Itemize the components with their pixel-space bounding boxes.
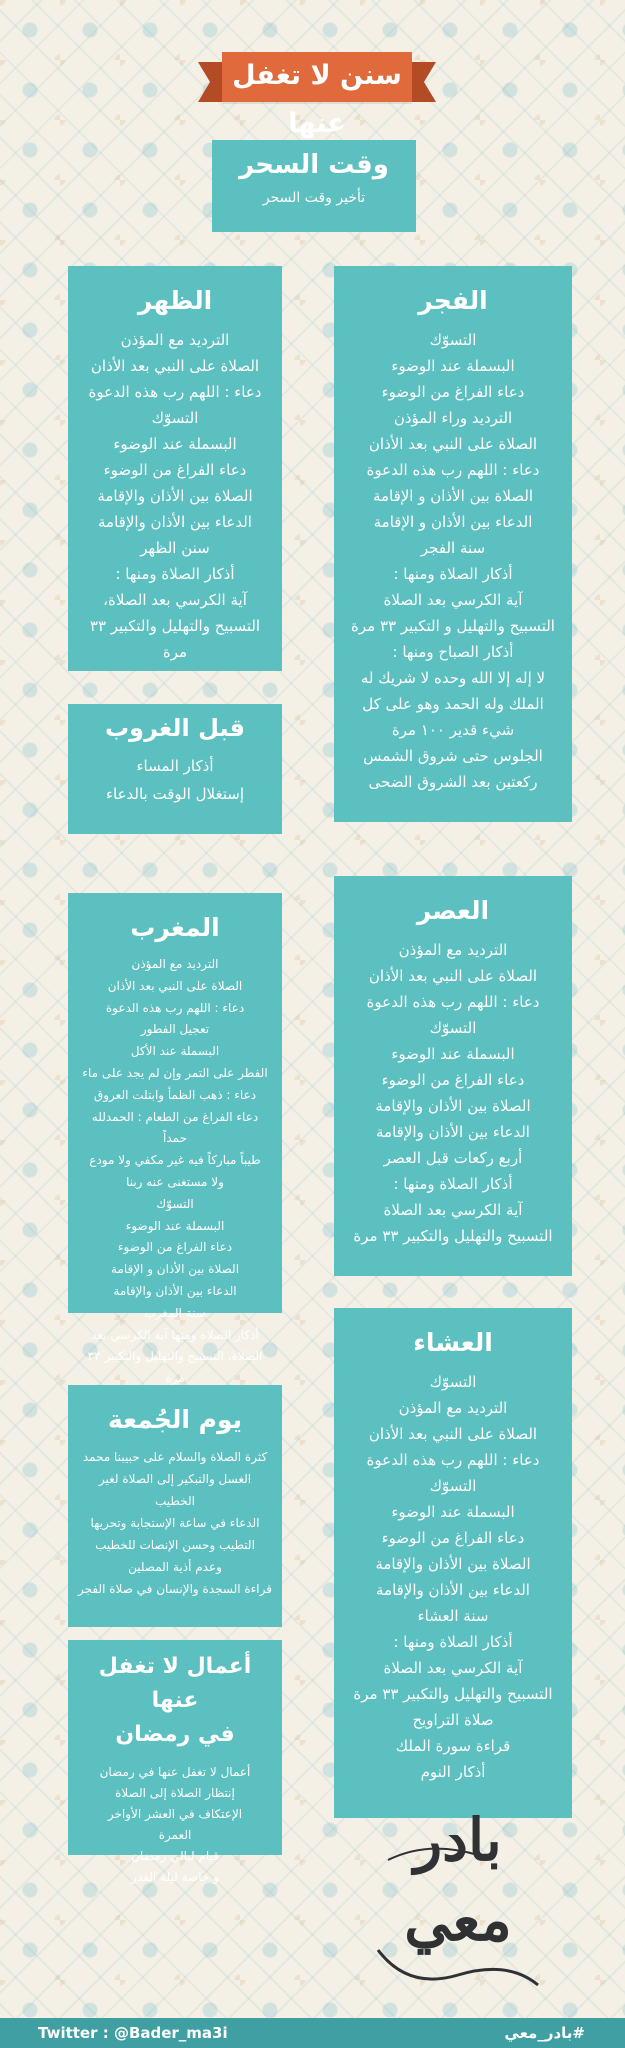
list-item: أذكار المساء (136, 757, 214, 775)
list-item: دعاء : اللهم رب هذه الدعوة (366, 1451, 540, 1469)
isha-list (344, 1369, 562, 1785)
list-item: التسوّك (429, 331, 477, 349)
list-item: الدعاء بين الأذان والإقامة (98, 513, 252, 531)
list-item: قراءة سورة الملك (395, 1737, 511, 1755)
list-item: آية الكرسي بعد الصلاة (383, 591, 523, 609)
ramadan-heading (78, 1650, 272, 1752)
list-item: البسملة عند الوضوء (391, 1503, 515, 1521)
list-item: دعاء : ذهب الظمأ وابتلت العروق (93, 1087, 257, 1102)
fajr-heading: الفجر (418, 286, 488, 315)
list-item: الفطر على التمر وإن لم يجد على ماء (82, 1065, 268, 1080)
list-item: التسبيح والتهليل والتكبير ٣٣ مرة (353, 1227, 553, 1245)
list-item: و خاصة ليلة القدر (131, 1870, 219, 1884)
list-item: العمرة (158, 1828, 192, 1842)
list-item: سنة العشاء (417, 1607, 489, 1625)
logo-flourish-icon (368, 1800, 548, 2000)
list-item: أذكار النوم (420, 1763, 486, 1781)
list-item: دعاء الفراغ من الطعام : الحمدلله حمداً (91, 1109, 259, 1146)
isha-card (334, 1308, 572, 1818)
dhuhr-card (68, 266, 282, 671)
list-item: دعاء الفراغ من الوضوء (117, 1240, 233, 1255)
dhuhr-list (78, 327, 272, 665)
list-item: طيباً مباركاً فيه غير مكفي ولا مودع (89, 1153, 261, 1168)
sahar-heading: وقت السحر (239, 150, 389, 180)
list-item: الصلاة على النبي بعد الأذان (368, 967, 538, 985)
list-item: دعاء الفراغ من الوضوء (381, 1529, 525, 1547)
list-item: الصلاة على النبي بعد الأذان (107, 978, 243, 993)
ghurub-card (68, 704, 282, 834)
list-item: الترديد مع المؤذن (120, 331, 230, 349)
list-item: البسملة عند الوضوء (391, 357, 515, 375)
title-ribbon (222, 52, 412, 139)
asr-heading: العصر (416, 896, 490, 925)
list-item: ولا مستغنى عنه ربنا (126, 1174, 224, 1189)
list-item: التسوّك (156, 1196, 194, 1211)
list-item: أذكار الصلاة ومنها آية الكرسي بعد (91, 1327, 259, 1342)
list-item: أربع ركعات قبل العصر (383, 1149, 523, 1167)
list-item: إنتظار الصلاة إلى الصلاة (115, 1786, 235, 1800)
twitter-handle[interactable]: Twitter : @Bader_ma3i (38, 2024, 228, 2042)
maghrib-card (68, 893, 282, 1386)
asr-list (344, 937, 562, 1249)
juma-heading: يوم الجُمعة (107, 1405, 243, 1434)
list-item: قيام ليالي رمضان (131, 1849, 219, 1863)
list-item: التسوّك (429, 1477, 477, 1495)
list-item: الصلاة على النبي بعد الأذان (368, 435, 538, 453)
dhuhr-heading: الظهر (137, 286, 213, 315)
list-item: الصلاة، التسبيح والتهليل والتكبير ٣٣ مرة (87, 1349, 263, 1386)
list-item: الصلاة بين الأذان والإقامة (375, 1555, 531, 1573)
list-item: تعجيل الفطور (140, 1022, 210, 1037)
list-item: أعمال لا تغفل عنها في رمضان (99, 1765, 251, 1779)
list-item: الصلاة بين الأذان و الإقامة (110, 1262, 240, 1277)
list-item: ركعتين بعد الشروق الضحى (368, 773, 538, 791)
list-item: دعاء الفراغ من الوضوء (103, 461, 247, 479)
list-item: أذكار الصلاة ومنها : (115, 565, 235, 583)
list-item: التسوّك (151, 409, 199, 427)
list-item: الترديد مع المؤذن (398, 941, 508, 959)
list-item: الدعاء بين الأذان و الإقامة (373, 513, 533, 531)
list-item: تأخير وقت السحر (262, 190, 366, 206)
list-item: لا إله إلا الله وحده لا شريك له (360, 669, 546, 687)
list-item: الدعاء بين الأذان والإقامة (376, 1581, 530, 1599)
ramadan-list (78, 1762, 272, 1888)
maghrib-heading: المغرب (130, 913, 220, 942)
list-item: الدعاء بين الأذان والإقامة (113, 1283, 237, 1298)
list-item: دعاء : اللهم رب هذه الدعوة (105, 1000, 245, 1015)
list-item: دعاء الفراغ من الوضوء (381, 383, 525, 401)
asr-card (334, 876, 572, 1276)
ramadan-card (68, 1640, 282, 1884)
list-item: البسملة عند الوضوء (391, 1045, 515, 1063)
ghurub-list (78, 752, 272, 808)
list-item: دعاء الفراغ من الوضوء (381, 1071, 525, 1089)
list-item: الترديد وراء المؤذن (393, 409, 513, 427)
list-item: البسملة عند الوضوء (125, 1218, 225, 1233)
isha-heading: العشاء (413, 1328, 493, 1357)
list-item: الصلاة على النبي بعد الأذان (90, 357, 260, 375)
list-item: التسبيح والتهليل و التكبير ٣٣ مرة (351, 617, 555, 635)
list-item: سنة المغرب (144, 1305, 206, 1320)
fajr-list (344, 327, 562, 795)
list-item: الصلاة بين الأذان والإقامة (375, 1097, 531, 1115)
list-item: الجلوس حتى شروق الشمس (363, 747, 543, 765)
page-title: سنن لا تغفل عنها (232, 60, 402, 139)
ghurub-heading: قبل الغروب (104, 714, 246, 742)
list-item: أذكار الصلاة ومنها : (393, 565, 513, 583)
hashtag[interactable]: #بادر_معي (504, 2024, 585, 2042)
list-item: التسبيح والتهليل والتكبير ٣٣ مرة (89, 617, 261, 661)
sahar-card (212, 140, 416, 232)
list-item: الملك وله الحمد وهو على كل (362, 695, 544, 713)
list-item: أذكار الصباح ومنها : (392, 643, 514, 661)
list-item: الترديد مع المؤذن (398, 1399, 508, 1417)
list-item: سنة الفجر (420, 539, 486, 557)
list-item: البسملة عند الوضوء (113, 435, 237, 453)
maghrib-list (78, 954, 272, 1390)
juma-card (68, 1385, 282, 1627)
list-item: التسوّك (429, 1373, 477, 1391)
logo-line-2: معي (404, 1886, 512, 1954)
list-item: الغسل والتبكير إلى الصلاة لغير الخطيب (98, 1472, 252, 1508)
list-item: سنن الظهر (140, 539, 210, 557)
logo-line-1: بادر (414, 1806, 502, 1874)
list-item: الدعاء في ساعة الإستجابة وتحريها (90, 1516, 260, 1530)
list-item: صلاة التراويح (412, 1711, 494, 1729)
list-item: البسملة عند الأكل (130, 1044, 220, 1059)
fajr-card (334, 266, 572, 822)
juma-list (78, 1446, 272, 1600)
list-item: الإعتكاف في العشر الأواخر (107, 1807, 243, 1821)
list-item: الدعاء بين الأذان والإقامة (376, 1123, 530, 1141)
list-item: آية الكرسي بعد الصلاة (383, 1201, 523, 1219)
list-item: دعاء : اللهم رب هذه الدعوة (366, 461, 540, 479)
bader-maai-logo (368, 1800, 548, 2000)
list-item: الصلاة بين الأذان والإقامة (97, 487, 253, 505)
list-item: آية الكرسي بعد الصلاة (383, 1659, 523, 1677)
list-item: كثرة الصلاة والسلام على حبيبنا محمد (82, 1450, 268, 1464)
list-item: إستغلال الوقت بالدعاء (105, 785, 245, 803)
list-item: أذكار الصلاة ومنها : (393, 1633, 513, 1651)
list-item: قراءة السجدة والإنسان في صلاة الفجر (77, 1582, 272, 1596)
list-item: دعاء : اللهم رب هذه الدعوة (88, 383, 262, 401)
list-item: التسبيح والتهليل والتكبير ٣٣ مرة (353, 1685, 553, 1703)
ramadan-heading-line-2: في رمضان (115, 1722, 235, 1747)
ramadan-heading-line-1: أعمال لا تغفل عنها (98, 1654, 252, 1713)
list-item: شيء قدير ١٠٠ مرة (391, 721, 515, 739)
list-item: الصلاة على النبي بعد الأذان (368, 1425, 538, 1443)
footer-bar (0, 2018, 625, 2048)
list-item: آية الكرسي بعد الصلاة، (103, 591, 247, 609)
list-item: التسوّك (429, 1019, 477, 1037)
list-item: وعدم أذية المصلين (128, 1560, 222, 1574)
list-item: دعاء : اللهم رب هذه الدعوة (366, 993, 540, 1011)
list-item: أذكار الصلاة ومنها : (393, 1175, 513, 1193)
sahar-list (220, 188, 408, 208)
list-item: الصلاة بين الأذان و الإقامة (372, 487, 534, 505)
list-item: الترديد مع المؤذن (131, 957, 219, 971)
list-item: التطيب وحسن الإنصات للخطيب (95, 1538, 255, 1552)
